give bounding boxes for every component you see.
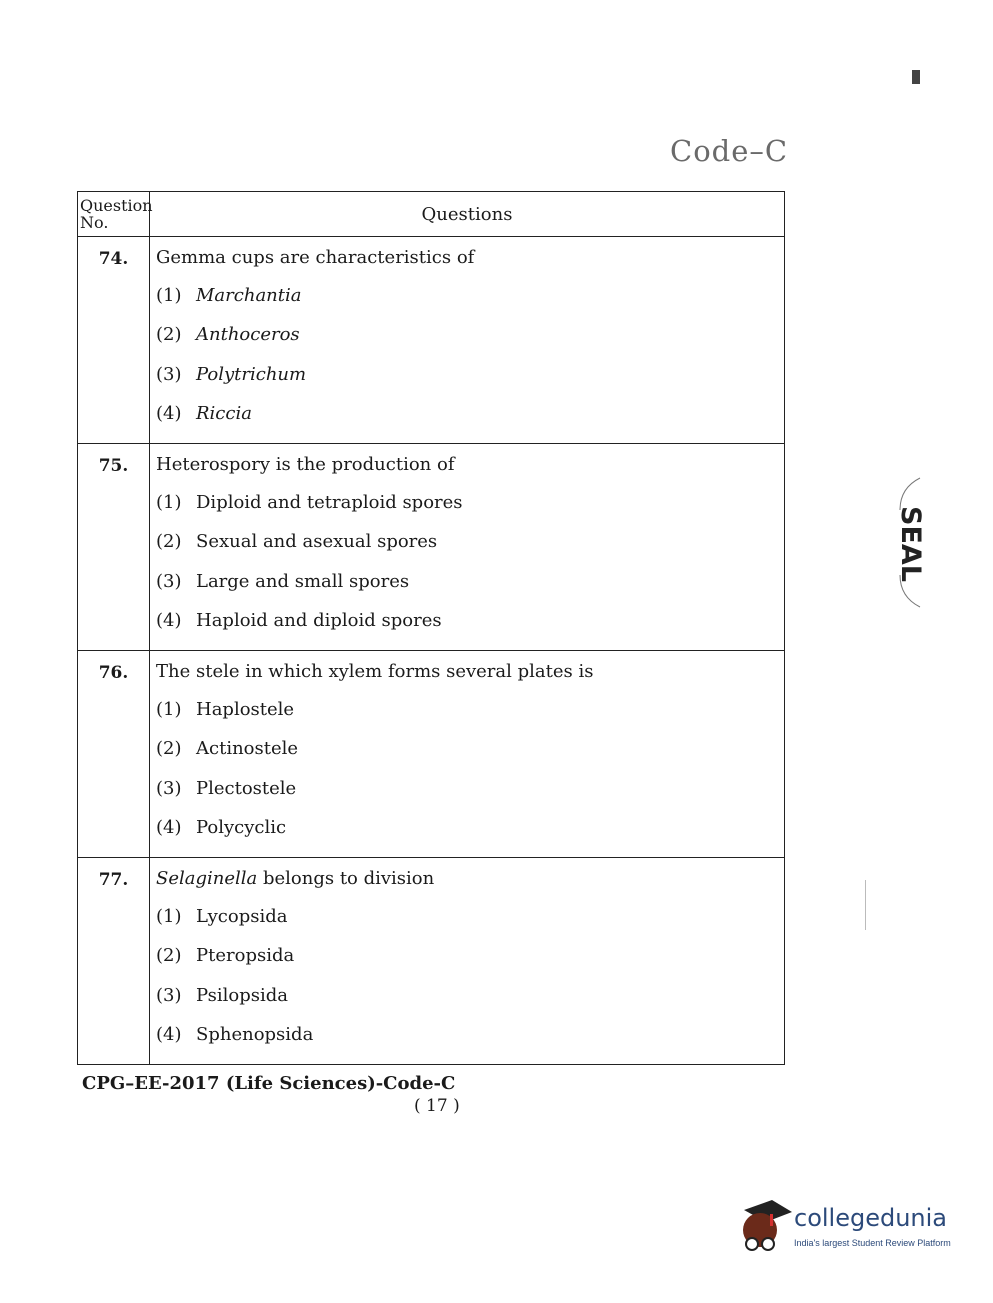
col-header-questions: Questions — [150, 192, 785, 237]
collegedunia-logo — [736, 1196, 961, 1256]
code-title: Code–C — [670, 134, 789, 168]
col-header-question-no: Question No. — [78, 192, 150, 237]
question-row — [78, 237, 785, 444]
question-stem: Heterospory is the production of — [156, 454, 455, 475]
option: (1) Diploid and tetraploid spores — [156, 492, 463, 513]
option: (1) Marchantia — [156, 285, 302, 306]
footer-code: CPG–EE-2017 (Life Sciences)-Code-C — [82, 1073, 456, 1094]
option: (3) Polytrichum — [156, 363, 307, 385]
option: (4) Haploid and diploid spores — [156, 609, 442, 631]
option: (3) Large and small spores — [156, 570, 410, 592]
option: (1) Lycopsida — [156, 906, 288, 927]
table-header-row — [78, 192, 785, 237]
option: (4) Polycyclic — [156, 816, 287, 838]
question-stem: Selaginella belongs to division — [156, 868, 435, 889]
seal-stamp — [878, 470, 928, 615]
corner-mark — [912, 70, 920, 84]
option: (1) Haplostele — [156, 699, 295, 720]
svg-text:SEAL: SEAL — [895, 506, 926, 582]
question-row — [78, 444, 785, 651]
option: (2) Actinostele — [156, 738, 299, 760]
question-number: 74. — [78, 237, 150, 444]
option: (2) Anthoceros — [156, 324, 300, 346]
option: (2) Pteropsida — [156, 945, 295, 967]
logo-tagline: India's largest Student Review Platform — [794, 1238, 951, 1248]
question-body — [150, 444, 785, 651]
seal-stamp-icon — [878, 470, 928, 615]
question-body — [150, 237, 785, 444]
question-row — [78, 858, 785, 1065]
question-body — [150, 651, 785, 858]
question-row — [78, 651, 785, 858]
questions-table — [77, 191, 785, 1065]
mascot-icon — [736, 1196, 792, 1256]
question-number: 77. — [78, 858, 150, 1065]
scan-artifact-line — [865, 880, 866, 930]
question-body — [150, 858, 785, 1065]
page-number: ( 17 ) — [414, 1096, 460, 1116]
question-number: 76. — [78, 651, 150, 858]
question-stem: The stele in which xylem forms several plates is — [156, 661, 594, 682]
question-number: 75. — [78, 444, 150, 651]
option: (3) Psilopsida — [156, 984, 288, 1006]
option: (4) Riccia — [156, 402, 252, 424]
option: (4) Sphenopsida — [156, 1023, 314, 1045]
option: (2) Sexual and asexual spores — [156, 531, 438, 553]
option: (3) Plectostele — [156, 777, 297, 799]
question-stem: Gemma cups are characteristics of — [156, 247, 475, 268]
logo-name: collegedunia — [794, 1204, 948, 1232]
